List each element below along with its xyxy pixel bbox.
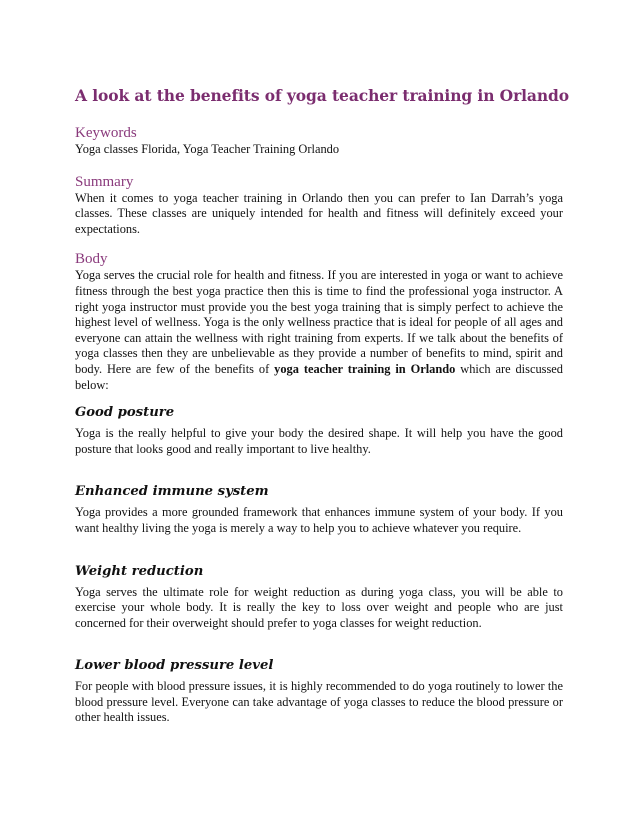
keywords-label: Keywords	[75, 125, 137, 141]
keywords-section	[75, 124, 563, 158]
benefit-text: Yoga is the really helpful to give your body the desired shape. It will help you have the good posture that looks good and really important to live healthy.	[75, 426, 563, 456]
summary-text: When it comes to yoga teacher training in Orlando then you can prefer to Ian Darrah’s yoga classes. These classes are uniquely intended for health and fitness will definitely exceed your expectations.	[75, 190, 563, 236]
benefit-text: Yoga serves the ultimate role for weight reduction as during yoga class, you will be able to exercise your whole body. It is really the key to loss over weight and people who are just concerned for their overweight should prefer to yoga classes for weight reduction.	[75, 584, 563, 630]
benefit-text: Yoga provides a more grounded framework that enhances immune system of your body. If you want healthy living the yoga is merely a way to help you to achieve whatever you require.	[75, 505, 563, 535]
benefit-good-posture	[75, 404, 563, 457]
benefit-weight-reduction	[75, 563, 563, 632]
document-title: A look at the benefits of yoga teacher training in Orlando	[75, 86, 570, 105]
summary-label: Summary	[75, 173, 134, 190]
benefit-enhanced-immune-system	[75, 483, 563, 536]
body-text-end: which are discussed below:	[75, 361, 563, 392]
benefit-heading: Lower blood pressure level	[75, 658, 274, 674]
body-text-start: Yoga serves the crucial role for health and fitness. If you are interested in yoga or want to achieve fitness through the best yoga practice then this is time to find the professional yoga instructor. A right yoga instructor must provide you the best yoga training that is simply perfect to achieve the highest level of wellness. Yoga is the only wellness practice that is ideal for people of all ages and everyone can attain the wellness with right training from experts. If we talk about the benefits of yoga classes then they are unbelievable as they provide a number of benefits to mind, spirit and body. Here are few of the benefits of	[75, 268, 563, 376]
benefit-heading: Good posture	[75, 405, 175, 421]
benefit-heading: Weight reduction	[75, 563, 204, 579]
summary-section	[75, 173, 563, 238]
body-label: Body	[75, 251, 108, 268]
benefit-text: For people with blood pressure issues, it is highly recommended to do yoga routinely to lower the blood pressure level. Everyone can take advantage of yoga classes to reduce the blood pressure or other health issues.	[75, 679, 563, 725]
benefit-heading: Enhanced immune system	[75, 484, 269, 500]
document-page	[75, 86, 570, 726]
body-text-bold-phrase: yoga teacher training in Orlando	[274, 361, 456, 376]
keywords-text: Yoga classes Florida, Yoga Teacher Training Orlando	[75, 142, 340, 156]
body-text	[75, 268, 563, 393]
benefit-lower-blood-pressure	[75, 657, 563, 726]
body-section	[75, 250, 563, 393]
